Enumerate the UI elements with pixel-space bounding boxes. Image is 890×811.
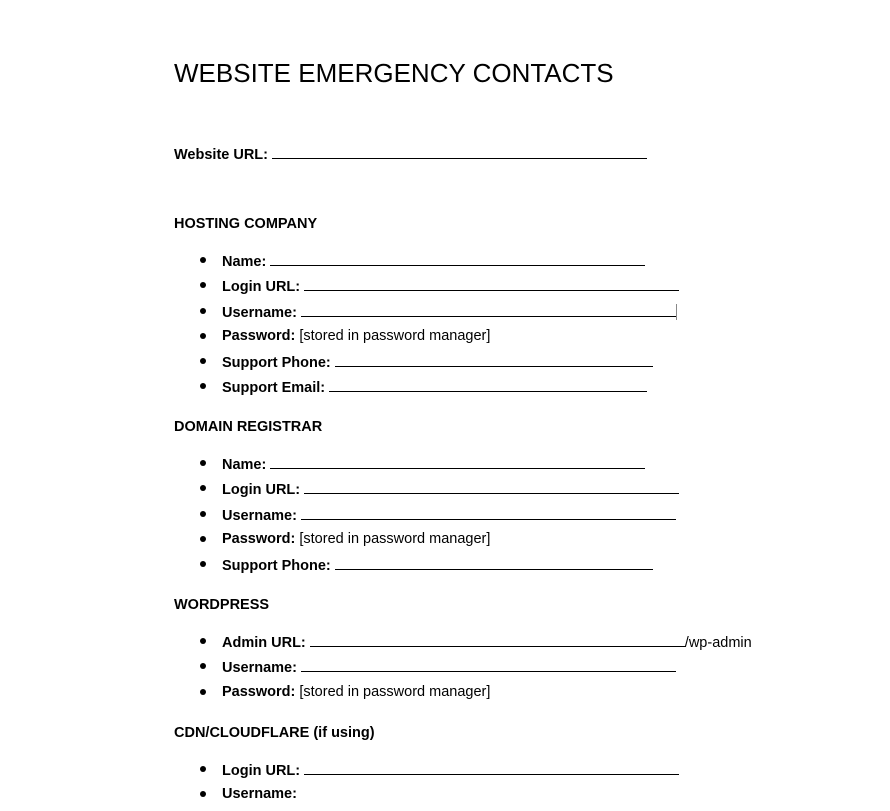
field-label: Password:: [222, 327, 296, 344]
field-label: Password:: [222, 530, 296, 547]
name-blank[interactable]: [270, 454, 645, 469]
field-label: Admin URL:: [222, 635, 306, 651]
section-heading: CDN/CLOUDFLARE (if using): [174, 725, 375, 741]
list-item: [174, 251, 679, 276]
website-url-blank[interactable]: [272, 144, 647, 159]
website-url-field: [174, 144, 647, 163]
field-label: Username:: [222, 507, 297, 524]
password-value: [stored in password manager]: [299, 327, 491, 344]
list-item: [174, 302, 679, 327]
support-phone-blank[interactable]: [335, 555, 653, 570]
admin-url-suffix: /wp-admin: [684, 635, 752, 651]
field-label: Username:: [222, 786, 297, 803]
login-url-blank[interactable]: [304, 760, 679, 775]
list-item: [174, 530, 679, 555]
admin-url-blank[interactable]: [310, 632, 685, 647]
field-label: Support Phone:: [222, 558, 331, 575]
field-label: Support Phone:: [222, 355, 331, 372]
password-value: [stored in password manager]: [299, 530, 491, 547]
field-label: Login URL:: [222, 763, 301, 779]
field-label: Password:: [222, 683, 296, 700]
field-label: Name:: [222, 254, 267, 270]
list-item: [174, 683, 752, 708]
username-blank[interactable]: [301, 302, 676, 317]
list-item: [174, 327, 679, 352]
list-item: [174, 479, 679, 504]
support-phone-blank[interactable]: [335, 352, 653, 367]
list-item: [174, 632, 752, 657]
cdn-list: [174, 760, 679, 811]
registrar-list: [174, 454, 679, 580]
list-item: [174, 276, 679, 301]
list-item: [174, 505, 679, 530]
name-blank[interactable]: [270, 251, 645, 266]
field-label: Username:: [222, 304, 297, 321]
website-url-label: Website URL:: [174, 147, 268, 163]
section-wordpress: [174, 597, 752, 708]
hosting-list: [174, 251, 679, 403]
section-domain-registrar: [174, 419, 679, 580]
support-email-blank[interactable]: [329, 377, 647, 392]
field-label: Support Email:: [222, 380, 326, 397]
field-label: Login URL:: [222, 279, 301, 296]
login-url-blank[interactable]: [304, 479, 679, 494]
username-blank[interactable]: [301, 657, 676, 672]
username-blank[interactable]: [301, 505, 676, 520]
section-heading: WORDPRESS: [174, 597, 270, 613]
password-value: [stored in password manager]: [299, 683, 491, 700]
login-url-blank[interactable]: [304, 276, 679, 291]
field-label: Name:: [222, 457, 267, 473]
list-item: [174, 377, 679, 402]
text-cursor: [676, 304, 677, 320]
list-item: [174, 352, 679, 377]
document-title: WEBSITE EMERGENCY CONTACTS: [174, 58, 614, 88]
field-label: Username:: [222, 660, 297, 677]
field-label: Login URL:: [222, 482, 301, 499]
list-item: [174, 760, 679, 785]
list-item: [174, 555, 679, 580]
wordpress-list: [174, 632, 752, 708]
list-item: [174, 657, 752, 682]
section-hosting-company: [174, 216, 679, 403]
section-heading: DOMAIN REGISTRAR: [174, 419, 323, 435]
section-heading: HOSTING COMPANY: [174, 216, 318, 232]
list-item: [174, 454, 679, 479]
